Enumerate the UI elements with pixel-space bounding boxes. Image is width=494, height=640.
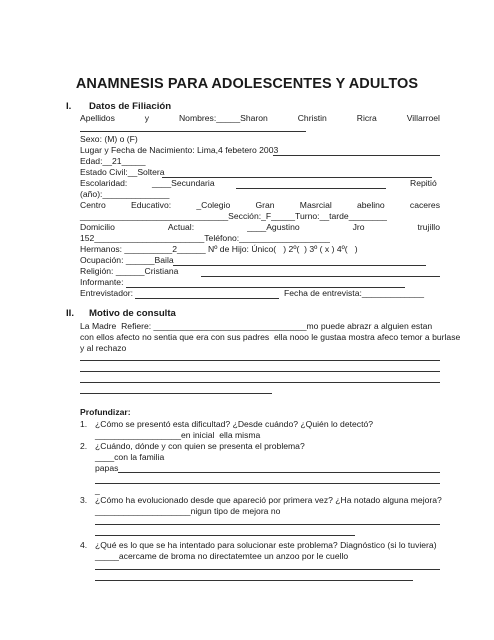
section-1-number: I. bbox=[66, 101, 72, 112]
q3-underline-2 bbox=[95, 535, 355, 536]
q1-number: 1. bbox=[80, 419, 88, 429]
religion-underline bbox=[201, 276, 440, 277]
actual-label: Actual: bbox=[167, 222, 195, 232]
ocupacion-underline bbox=[173, 265, 426, 266]
motivo-blank-line-1 bbox=[80, 360, 440, 361]
q3-answer: ____________________nigun tipo de mejora no bbox=[95, 506, 281, 516]
centro-label: Centro bbox=[80, 200, 106, 210]
q4-answer: _____acercame de broma no directatemtee un anzoo por le cuello bbox=[95, 551, 349, 561]
profundizar-heading: Profundizar: bbox=[80, 407, 131, 417]
q4-question: ¿Qué es lo que se ha intentado para solucionar este problema? Diagnóstico (si lo tuviera) bbox=[95, 540, 437, 550]
edad-field: Edad:__21_____ bbox=[80, 156, 146, 166]
centro-word-4: abelino bbox=[356, 200, 385, 210]
q1-answer: __________________en inicial ella misma bbox=[95, 430, 261, 440]
q3-question: ¿Cómo ha evolucionado desde que apareció por primera vez? ¿Ha notado alguna mejora? bbox=[95, 495, 442, 505]
seccion-turno-field: _______________________________Sección:_F_____Turno:__tarde________ bbox=[80, 211, 387, 221]
q2-underline-2 bbox=[95, 483, 440, 484]
section-2-title: Motivo de consulta bbox=[89, 308, 176, 319]
nombres-word-3: Ricra bbox=[356, 113, 377, 123]
ocupacion-field: Ocupación: ______Baila bbox=[80, 255, 174, 265]
section-2-number: II. bbox=[66, 308, 74, 319]
domicilio-label: Domicilio bbox=[80, 222, 115, 232]
telefono-field: 152_______________________Teléfono:___________________ bbox=[80, 233, 330, 243]
q3-number: 3. bbox=[80, 495, 88, 505]
centro-word-1: _Colegio bbox=[196, 200, 231, 210]
motivo-line-3: y al rechazo bbox=[80, 343, 127, 353]
fecha-entrevista-field: Fecha de entrevista:_____________ bbox=[284, 288, 424, 298]
q2-answer-3: _ bbox=[95, 485, 100, 495]
educativo-label: Educativo: bbox=[131, 200, 172, 210]
apellidos-underline bbox=[80, 131, 306, 132]
estado-civil-field: Estado Civil:__Soltera bbox=[80, 167, 165, 177]
escolaridad-underline bbox=[236, 188, 386, 189]
motivo-blank-line-2 bbox=[80, 371, 440, 372]
apellidos-label: Apellidos bbox=[80, 113, 115, 123]
escolaridad-label: Escolaridad: bbox=[80, 178, 128, 188]
q3-underline-1 bbox=[95, 524, 440, 525]
escolaridad-value: ____Secundaria bbox=[152, 178, 215, 188]
motivo-blank-line-4 bbox=[80, 393, 272, 394]
q2-number: 2. bbox=[80, 441, 88, 451]
domicilio-row bbox=[80, 222, 440, 233]
entrevistador-underline bbox=[135, 298, 279, 299]
informante-label: Informante: bbox=[80, 277, 124, 287]
lugar-fecha-field: Lugar y Fecha de Nacimiento: Lima,4 febetero 2003 bbox=[80, 145, 279, 155]
nombres-word-4: Villarroel bbox=[406, 113, 440, 123]
section-1-title: Datos de Filiación bbox=[89, 101, 172, 112]
document-title: ANAMNESIS PARA ADOLESCENTES Y ADULTOS bbox=[75, 76, 419, 92]
apellidos-y: y bbox=[144, 113, 150, 123]
religion-field: Religión: ______Cristiana bbox=[80, 266, 179, 276]
q2-answer-1: ____con la familia bbox=[95, 452, 165, 462]
centro-word-3: Masrcial bbox=[299, 200, 332, 210]
q2-question: ¿Cuándo, dónde y con quien se presenta el problema? bbox=[95, 441, 305, 451]
domicilio-word-2: Jro bbox=[352, 222, 365, 232]
repitio-label: Repitió bbox=[410, 178, 437, 188]
q1-question: ¿Cómo se presentó esta dificultad? ¿Desde cuándo? ¿Quién lo detectó? bbox=[95, 419, 374, 429]
q4-underline-1 bbox=[95, 569, 440, 570]
entrevistador-label: Entrevistador: bbox=[80, 288, 134, 298]
domicilio-value: ____Agustino bbox=[247, 222, 300, 232]
sexo-field: Sexo: (M) o (F) bbox=[80, 134, 138, 144]
q2-underline-1 bbox=[118, 472, 440, 473]
centro-word-5: caceres bbox=[409, 200, 440, 210]
lugar-underline bbox=[273, 155, 440, 156]
motivo-line-2: con ellos afecto no sentia que era con sus padres ella nooo le gustaa mostra afeco temor a burlase bbox=[80, 332, 461, 342]
nombres-word-2: Christin bbox=[297, 113, 327, 123]
q4-underline-2 bbox=[95, 580, 413, 581]
motivo-blank-line-3 bbox=[80, 382, 440, 383]
centro-word-2: Gran bbox=[255, 200, 275, 210]
motivo-line-1: La Madre Refiere: ________________________________mo puede abrazr a alguien estan bbox=[80, 321, 433, 331]
centro-row bbox=[80, 200, 440, 211]
anio-field: (año):______________ bbox=[80, 189, 170, 199]
domicilio-word-3: trujillo bbox=[417, 222, 440, 232]
q4-number: 4. bbox=[80, 540, 88, 550]
nombres-value: Nombres:_____Sharon bbox=[178, 113, 268, 123]
q2-answer-2: papas bbox=[95, 463, 119, 473]
apellidos-row bbox=[80, 113, 440, 124]
hermanos-field: Hermanos: __________2______ Nº de Hijo: Único( ) 2º( ) 3º ( x ) 4º( ) bbox=[80, 244, 358, 254]
